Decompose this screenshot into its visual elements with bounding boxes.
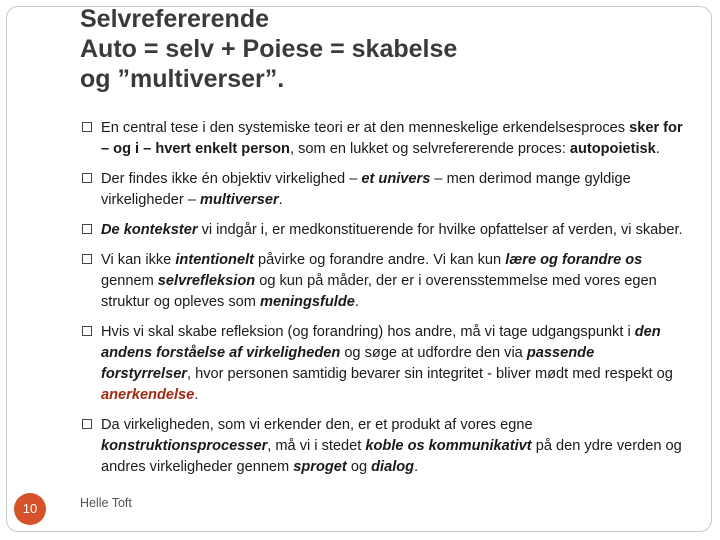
bullet-item	[82, 118, 686, 160]
checkbox-bullet-icon	[82, 254, 92, 264]
bullet-text-segment: multiverser	[199, 192, 279, 208]
bullet-text-segment: sker for – og i – hvert enkelt person	[101, 120, 683, 157]
bullet-item	[82, 250, 686, 313]
bullet-text-segment: og søge at udfordre den via	[340, 345, 527, 361]
bullet-text-segment: .	[354, 294, 359, 310]
bullet-text-segment: , må vi i stedet	[267, 438, 366, 454]
slide-title	[80, 4, 457, 94]
bullet-text-segment: konstruktionsprocesser	[101, 438, 268, 454]
bullet-text-segment: den andens forståelse af virkeligheden	[101, 324, 661, 361]
bullet-text-segment: Hvis vi skal skabe refleksion (og forandring) hos andre, må vi tage udgangspunkt i	[101, 324, 635, 340]
bullet-item	[82, 169, 686, 211]
bullet-item	[82, 415, 686, 478]
bullet-text-segment: på den ydre verden og andres virkeligheder gennem	[101, 438, 682, 475]
slide-number-badge: 10	[14, 493, 46, 525]
bullet-text-segment: meningsfulde	[259, 294, 355, 310]
bullet-text-segment: .	[194, 387, 199, 403]
footer-author: Helle Toft	[80, 496, 132, 510]
bullet-text-segment: autopoietisk	[569, 141, 656, 157]
bullet-text-segment: .	[278, 192, 283, 208]
bullet-text-segment: og kun på måder, der er i overensstemmelse med vores egen struktur og opleves som	[101, 273, 657, 310]
bullet-text-segment: koble os kommunikativt	[365, 438, 532, 454]
bullet-text-segment: selvrefleksion	[157, 273, 256, 289]
bullet-text-segment: , som en lukket og selvrefererende proces:	[289, 141, 570, 157]
bullet-text-segment: , hvor personen samtidig bevarer sin integritet - bliver mødt med respekt og	[187, 366, 673, 382]
bullet-text-segment: påvirke og forandre andre. Vi kan kun	[254, 252, 506, 268]
bullet-text-segment: – men derimod mange gyldige virkeligheder –	[101, 171, 631, 208]
title-line-3: og ”multiverser”.	[80, 65, 285, 93]
bullet-text-segment: En central tese i den systemiske teori er at den	[101, 120, 409, 136]
bullet-list	[82, 118, 686, 487]
bullet-item	[82, 220, 686, 241]
checkbox-bullet-icon	[82, 419, 92, 429]
bullet-text-segment: vi indgår i, er medkonstituerende for hvilke opfattelser af verden, vi skaber.	[197, 222, 683, 238]
title-line-1: Selvrefererende	[80, 5, 270, 33]
bullet-text-segment: lære og forandre os	[505, 252, 643, 268]
bullet-text-segment: sproget	[293, 459, 347, 475]
bullet-text-segment: og	[346, 459, 372, 475]
bullet-text-segment: et univers	[361, 171, 431, 187]
checkbox-bullet-icon	[82, 173, 92, 183]
bullet-item	[82, 322, 686, 406]
bullet-text-segment: .	[414, 459, 419, 475]
bullet-text-segment: dialog	[371, 459, 415, 475]
checkbox-bullet-icon	[82, 122, 92, 132]
title-line-2: Auto = selv + Poiese = skabelse	[80, 35, 458, 63]
bullet-text-segment: .	[655, 141, 660, 157]
bullet-text-segment: intentionelt	[175, 252, 254, 268]
bullet-text-segment: De kontekster	[101, 222, 198, 238]
bullet-text-segment: menneskelige erkendelsesproces	[408, 120, 630, 136]
bullet-text-segment: Vi kan ikke	[101, 252, 176, 268]
bullet-text-segment: passende forstyrrelser	[101, 345, 595, 382]
bullet-text-segment: anerkendelse	[101, 387, 195, 403]
checkbox-bullet-icon	[82, 224, 92, 234]
bullet-text-segment: Da virkeligheden, som vi erkender den, er et produkt af vores egne	[101, 417, 533, 433]
bullet-text-segment: Der findes ikke én objektiv virkelighed –	[101, 171, 362, 187]
checkbox-bullet-icon	[82, 326, 92, 336]
bullet-text-segment: gennem	[101, 273, 158, 289]
